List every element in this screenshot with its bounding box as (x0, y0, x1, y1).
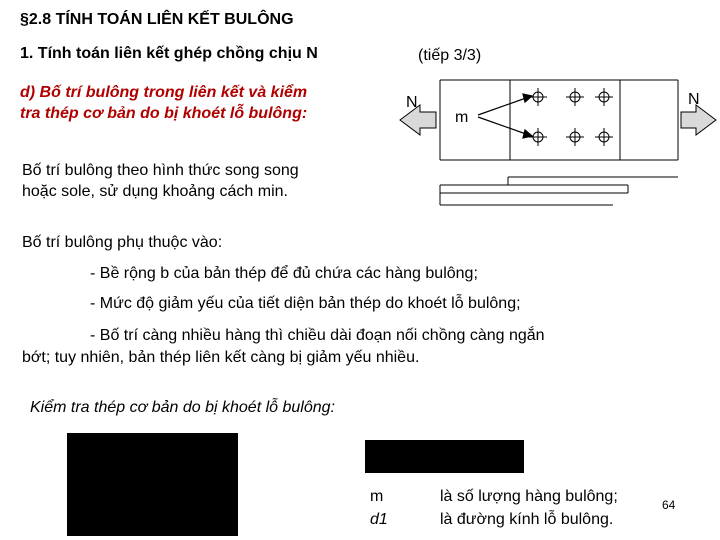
variable-m-symbol: m (370, 488, 384, 505)
bullet-item-rows-continuation: bớt; tuy nhiên, bản thép liên kết càng bị giảm yếu nhiều. (22, 349, 420, 366)
rows-indicator-arrows (478, 94, 532, 138)
force-label-right: N (688, 91, 700, 108)
bullet-item-rows: - Bố trí càng nhiều hàng thì chiều dài đoạn nối chồng càng ngắn (90, 327, 545, 344)
depends-intro: Bố trí bulông phụ thuộc vào: (22, 234, 223, 251)
continued-label: (tiếp 3/3) (418, 47, 482, 64)
rows-label: m (455, 109, 469, 126)
right-force-arrow (681, 105, 716, 135)
subtitle: 1. Tính toán liên kết ghép chồng chịu N (20, 45, 318, 62)
page-number: 64 (662, 498, 676, 512)
subsection-heading-line-2: tra thép cơ bản do bị khoét lỗ bulông: (20, 105, 308, 122)
arrangement-line-2: hoặc sole, sử dụng khoảng cách min. (22, 183, 288, 200)
force-label-left: N (406, 94, 418, 111)
arrangement-paragraph (22, 160, 299, 202)
check-heading: Kiểm tra thép cơ bản do bị khoét lỗ bulông: (30, 399, 335, 416)
bolt-joint-diagram (398, 75, 718, 215)
side-view (440, 177, 678, 205)
bolt-row-1 (529, 88, 613, 106)
subsection-heading (20, 82, 307, 124)
bolt-row-2 (529, 128, 613, 146)
subsection-heading-line-1: d) Bố trí bulông trong liên kết và kiểm (20, 84, 308, 101)
formula-image-2 (365, 440, 524, 473)
section-title: §2.8 TÍNH TOÁN LIÊN KẾT BULÔNG (20, 11, 294, 28)
bullet-item-width: - Bề rộng b của bản thép để đủ chứa các hàng bulông; (90, 265, 478, 282)
variable-d-symbol: d1 (370, 511, 388, 528)
variable-d-description: là đường kính lỗ bulông. (440, 511, 614, 528)
variable-m-description: là số lượng hàng bulông; (440, 488, 618, 505)
formula-image-1 (67, 433, 238, 536)
arrangement-line-1: Bố trí bulông theo hình thức song song (22, 162, 299, 179)
bullet-item-weakening: - Mức độ giảm yếu của tiết diện bản thép do khoét lỗ bulông; (90, 295, 521, 312)
